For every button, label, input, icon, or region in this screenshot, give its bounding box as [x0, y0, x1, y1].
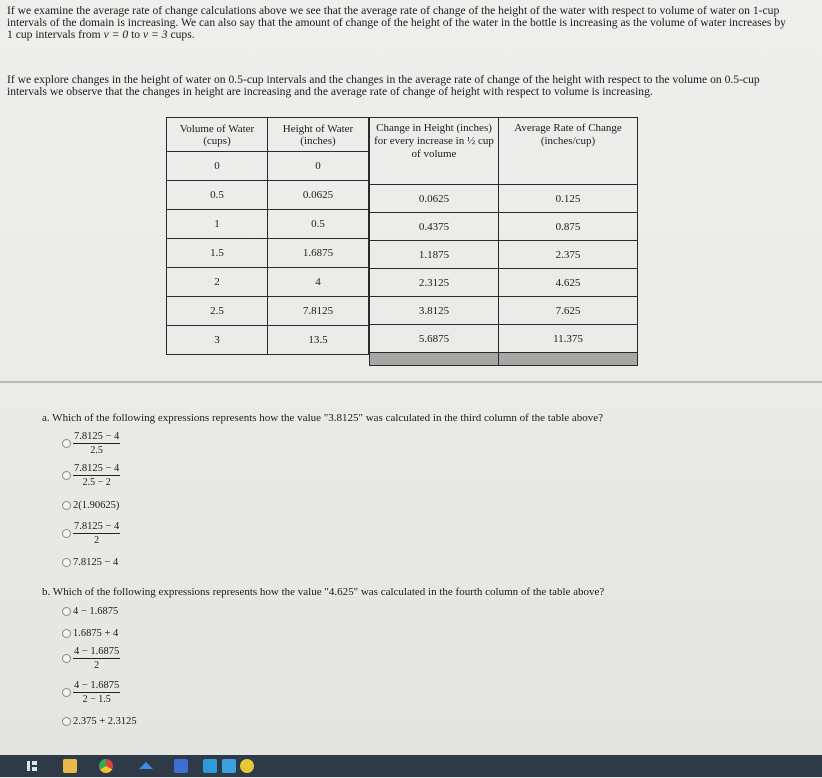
option-b1[interactable] — [62, 606, 118, 617]
option-text: 1.6875 + 4 — [73, 628, 119, 639]
volume-cell: 3 — [167, 326, 268, 355]
file-explorer-icon[interactable] — [63, 759, 77, 773]
rate-cell: 2.375 — [499, 241, 638, 269]
paragraph-line: If we examine the average rate of change calculations above we see that the average rate of change of the height of the water with respect to volume of water on 1-cup — [7, 4, 780, 17]
task-view-icon[interactable] — [26, 759, 38, 773]
radio-button[interactable] — [62, 688, 71, 697]
volume-header: Volume of Water (cups) — [167, 118, 268, 152]
calendar-icon[interactable] — [174, 759, 188, 773]
option-b5[interactable] — [62, 716, 137, 727]
paragraph-line: intervals we observe that the changes in height are increasing and the average rate of change of height with respect to volume is increasing. — [7, 85, 653, 99]
radio-button[interactable] — [62, 717, 71, 726]
radio-button[interactable] — [62, 529, 71, 538]
taskbar — [0, 755, 822, 777]
paragraph-text: to — [128, 28, 143, 42]
option-text: 7.8125 − 4 — [73, 557, 119, 568]
height-cell: 1.6875 — [268, 239, 369, 268]
intro-paragraph — [7, 5, 812, 42]
option-b2[interactable] — [62, 628, 118, 639]
option-a1[interactable] — [62, 430, 120, 457]
paragraph-line: 1 cup intervals from — [7, 28, 104, 42]
change-cell: 2.3125 — [370, 269, 499, 297]
section-divider — [0, 381, 822, 383]
volume-cell: 2.5 — [167, 297, 268, 326]
radio-button[interactable] — [62, 629, 71, 638]
fraction — [73, 645, 120, 672]
radio-button[interactable] — [62, 607, 71, 616]
volume-cell: 1 — [167, 210, 268, 239]
numerator: 4 − 1.6875 — [74, 680, 120, 691]
option-text: 4 − 1.6875 — [73, 606, 119, 617]
height-cell: 0.5 — [268, 210, 369, 239]
denominator: 2.5 — [90, 445, 103, 456]
volume-height-table — [166, 117, 369, 355]
change-cell: 0.4375 — [370, 213, 499, 241]
denominator: 2 — [94, 535, 100, 546]
app-icon[interactable] — [203, 759, 217, 773]
numerator: 7.8125 − 4 — [74, 521, 120, 532]
height-header: Height of Water (inches) — [268, 118, 369, 152]
volume-cell: 1.5 — [167, 239, 268, 268]
question-a-prompt: a. Which of the following expressions represents how the value "3.8125" was calculated in the third column of the table above? — [42, 412, 604, 424]
chrome-icon[interactable] — [99, 759, 113, 773]
rate-cell: 0.125 — [499, 185, 638, 213]
rate-cell: 11.375 — [499, 325, 638, 353]
option-a3[interactable] — [62, 500, 119, 511]
volume-cell: 0 — [167, 152, 268, 181]
option-text: 2(1.90625) — [73, 500, 120, 511]
rate-header: Average Rate of Change (inches/cup) — [499, 118, 638, 185]
option-a4[interactable] — [62, 520, 120, 547]
option-b4[interactable] — [62, 679, 120, 706]
option-a5[interactable] — [62, 557, 118, 568]
math-expression: v = 3 — [143, 28, 168, 42]
explore-paragraph — [7, 74, 807, 98]
denominator: 2 − 1.5 — [82, 694, 111, 705]
mail-icon[interactable] — [138, 759, 152, 773]
height-cell: 0.0625 — [268, 181, 369, 210]
numerator: 7.8125 − 4 — [74, 431, 120, 442]
volume-cell: 0.5 — [167, 181, 268, 210]
rate-cell: 7.625 — [499, 297, 638, 325]
question-b-prompt: b. Which of the following expressions represents how the value "4.625" was calculated in the fourth column of the table above? — [42, 586, 605, 598]
radio-button[interactable] — [62, 439, 71, 448]
paragraph-line: If we explore changes in the height of water on 0.5-cup intervals and the changes in the average rate of change of the height with respect to the volume on 0.5-cup — [7, 73, 760, 86]
change-cell: 1.1875 — [370, 241, 499, 269]
volume-cell: 2 — [167, 268, 268, 297]
math-expression: v = 0 — [103, 28, 129, 42]
fraction — [73, 520, 120, 547]
fraction — [73, 462, 120, 489]
change-cell: 5.6875 — [370, 325, 499, 353]
radio-button[interactable] — [62, 471, 71, 480]
option-a2[interactable] — [62, 462, 120, 489]
rate-cell: 0.875 — [499, 213, 638, 241]
paragraph-line: intervals of the domain is increasing. We can also say that the amount of change of the height of the water in the bottle is increasing as the volume of water increases by — [7, 16, 786, 30]
change-header: Change in Height (inches) for every increase in ½ cup of volume — [370, 118, 499, 185]
change-cell: 0.0625 — [370, 185, 499, 213]
height-cell: 4 — [268, 268, 369, 297]
option-text: 2.375 + 2.3125 — [73, 716, 137, 727]
shaded-cell — [370, 353, 499, 366]
store-icon[interactable] — [222, 759, 236, 773]
change-cell: 3.8125 — [370, 297, 499, 325]
denominator: 2.5 − 2 — [82, 477, 111, 488]
height-cell: 7.8125 — [268, 297, 369, 326]
rate-cell: 4.625 — [499, 269, 638, 297]
paragraph-text: cups. — [167, 28, 195, 42]
height-cell: 13.5 — [268, 326, 369, 355]
numerator: 7.8125 − 4 — [74, 463, 120, 474]
change-rate-table — [369, 117, 638, 366]
option-b3[interactable] — [62, 645, 120, 672]
shaded-cell — [499, 353, 638, 366]
yellow-app-icon[interactable] — [240, 759, 254, 773]
radio-button[interactable] — [62, 654, 71, 663]
fraction — [73, 679, 120, 706]
numerator: 4 − 1.6875 — [74, 646, 120, 657]
fraction — [73, 430, 120, 457]
height-cell: 0 — [268, 152, 369, 181]
radio-button[interactable] — [62, 558, 71, 567]
denominator: 2 — [94, 660, 100, 671]
radio-button[interactable] — [62, 501, 71, 510]
